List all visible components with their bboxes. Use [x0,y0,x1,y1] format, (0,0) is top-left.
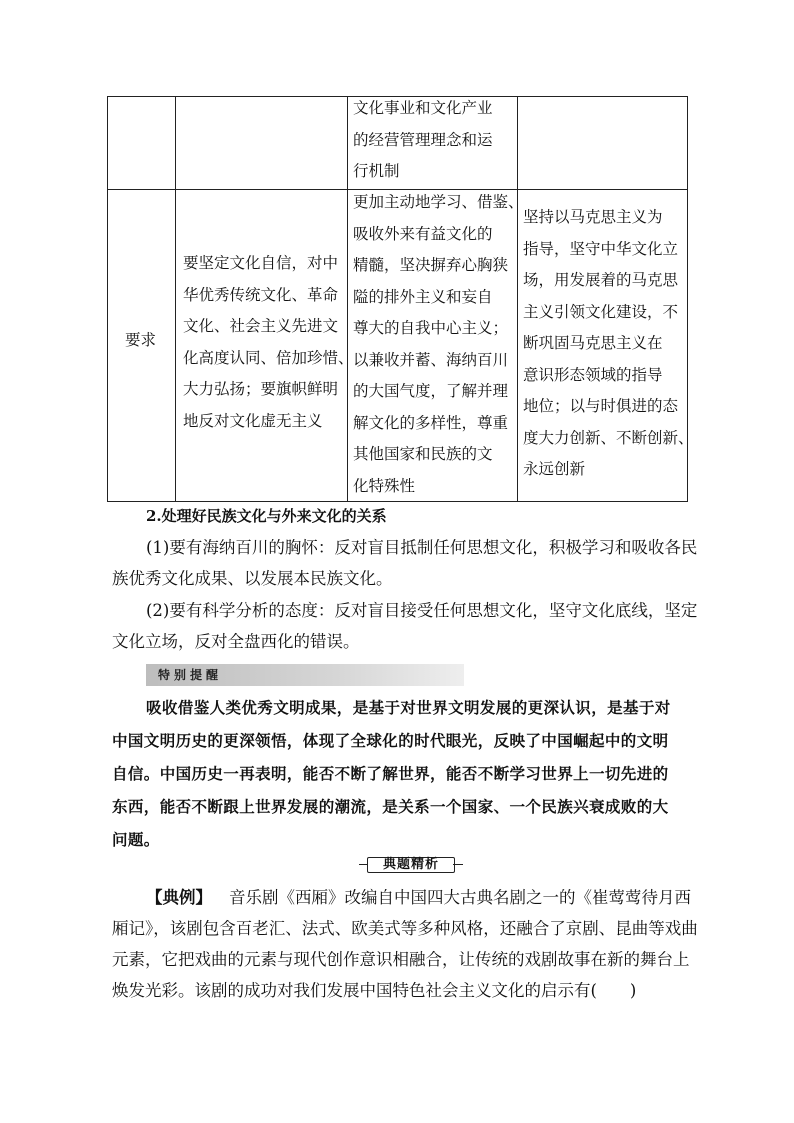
cell-line: 隘的排外主义和妄自 [353,287,493,306]
cell-line: 文化事业和文化产业 [353,99,493,117]
cell-line: 解文化的多样性，尊重 [353,413,509,432]
cell-line: 华优秀传统文化、革命 [183,285,339,304]
cell-line: 断巩固马克思主义在 [523,334,663,352]
paragraph-line: 文化立场，反对全盘西化的错误。 [112,632,360,651]
tip-line: 问题。 [112,830,160,849]
example-line: 焕发光彩。该剧的成功对我们发展中国特色社会主义文化的启示有( ) [112,981,637,1000]
cell-line: 场，用发展着的马克思 [523,271,679,289]
cell-line: 化高度认同、倍加珍惜、 [183,348,354,367]
cell-line: 地位；以与时俱进的态 [523,397,679,415]
example-line: 厢记》，该剧包含百老汇、法式、欧美式等多种风格，还融合了京剧、昆曲等戏曲 [112,919,698,938]
cell-line: 主义引领文化建设，不 [523,302,679,321]
tip-line: 自信。中国历史一再表明，能否不断了解世界，能否不断学习世界上一切先进的 [112,764,669,783]
cell-line: 指导，坚守中华文化立 [523,239,679,258]
cell-line: 文化、社会主义先进文 [183,317,339,335]
table-cell-top-col3 [353,93,493,188]
comparison-table [107,96,694,502]
cell-line: 大力弘扬；要旗帜鲜明 [183,380,339,398]
cell-line: 其他国家和民族的文 [353,445,493,463]
cell-line: 尊大的自我中心主义； [353,319,509,337]
tip-banner [146,664,464,686]
table-cell-req-col4 [523,202,694,486]
table-row-label [125,325,156,357]
section-heading: 2.处理好民族文化与外来文化的关系 [146,507,387,525]
example-line: 元素，它把戏曲的元素与现代创作意识相融合，让传统的戏剧故事在新的舞台上 [112,950,690,969]
cell-line: 行机制 [353,162,400,180]
cell-line: 更加主动地学习、借鉴、 [353,193,524,211]
table-cell-req-col3 [353,187,524,502]
cell-line: 以兼收并蓄、海纳百川 [353,350,509,369]
tip-line: 吸收借鉴人类优秀文明成果，是基于对世界文明发展的更深认识，是基于对 [146,698,671,717]
cell-line: 地反对文化虚无主义 [183,411,323,430]
example-line: 音乐剧《西厢》改编自中国四大古典名剧之一的《崔莺莺待月西 [229,888,691,907]
cell-line: 的大国气度，了解并理 [353,382,509,400]
cell-line: 精髓，坚决摒弃心胸狭 [353,256,509,274]
table-divider [175,97,176,501]
paragraph-line: (1)要有海纳百川的胸怀：反对盲目抵制任何思想文化，积极学习和吸收各民 [146,538,698,557]
paragraph-line: 族优秀文化成果、以发展本民族文化。 [112,569,393,588]
cell-line: 的经营管理理念和运 [353,130,493,149]
cell-line: 意识形态领域的指导 [523,365,663,384]
cell-line: 坚持以马克思主义为 [523,208,663,226]
tip-line: 中国文明历史的更深领悟，体现了全球化的时代眼光，反映了中国崛起中的文明 [112,731,669,750]
badge-text: 典题精析 [382,857,439,872]
cell-line: 永远创新 [523,460,586,478]
cell-line: 要坚定文化自信，对中 [183,254,339,272]
tip-line: 东西，能否不断跟上世界发展的潮流，是关系一个国家、一个民族兴衰成败的大 [112,797,669,816]
cell-line: 度大力创新、不断创新、 [523,428,694,447]
cell-line: 吸收外来有益文化的 [353,224,493,243]
example-tag: 【典例】 [146,888,212,907]
example-badge [359,856,463,874]
table-cell-req-col2 [183,248,354,437]
paragraph-line: (2)要有科学分析的态度：反对盲目接受任何思想文化，坚守文化底线，坚定 [146,601,698,620]
cell-line: 化特殊性 [353,476,416,495]
row-label-text: 要求 [125,331,157,349]
tip-label: 特别提醒 [158,668,223,682]
